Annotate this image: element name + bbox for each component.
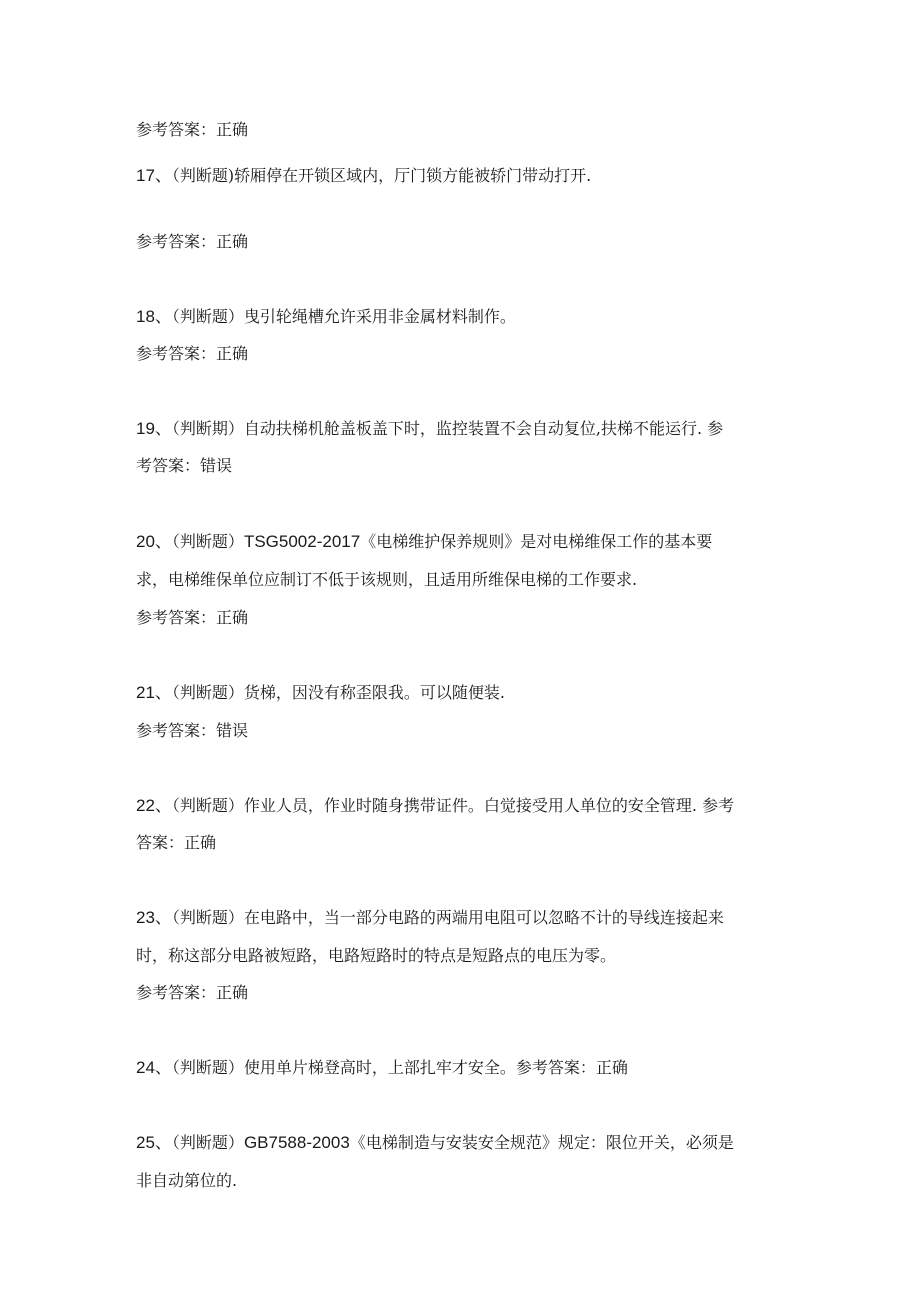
question-number: 22、 bbox=[136, 796, 172, 815]
answer-line bbox=[136, 456, 232, 476]
question-text: （判断题）在电路中，当一部分电路的两端用电阻可以忽略不计的导线连接起来 bbox=[171, 908, 724, 927]
answer-line bbox=[136, 721, 248, 741]
question-23 bbox=[136, 908, 724, 928]
standard-code: TSG5002-2017 bbox=[243, 532, 361, 551]
question-text: （判断题）使用单片梯登高时，上部扎牢才安全。参考答案：正确 bbox=[171, 1058, 628, 1077]
question-text: （判断题)轿厢停在开锁区域内，厅门锁方能被轿门带动打开. bbox=[171, 166, 592, 185]
line-text: 参考答案：错误 bbox=[136, 721, 249, 740]
question-text: （判断题）作业人员，作业时随身携带证件。白觉接受用人单位的安全管理. 参考 bbox=[171, 796, 735, 815]
question-continuation bbox=[136, 570, 637, 590]
question-18 bbox=[136, 307, 516, 327]
question-text: 《电梯制造与安装安全规范》规定：限位开关，必须是 bbox=[349, 1133, 734, 1152]
answer-line bbox=[136, 983, 248, 1003]
question-17 bbox=[136, 166, 591, 186]
question-25 bbox=[136, 1133, 734, 1153]
question-19 bbox=[136, 419, 723, 439]
line-text: 参考答案：正确 bbox=[136, 608, 249, 627]
question-number: 25、 bbox=[136, 1133, 172, 1152]
line-text: 参考答案：正确 bbox=[136, 344, 249, 363]
question-text: 《电梯维护保养规则》是对电梯维保工作的基本要 bbox=[360, 532, 713, 551]
question-number: 18、 bbox=[136, 307, 172, 326]
question-number: 20、 bbox=[136, 532, 172, 551]
line-text: 求，电梯维保单位应制订不低于该规则，且适用所维保电梯的工作要求. bbox=[136, 570, 638, 589]
question-number: 24、 bbox=[136, 1058, 172, 1077]
standard-code: GB7588-2003 bbox=[243, 1133, 350, 1152]
line-text: 考答案：错误 bbox=[136, 456, 233, 475]
question-number: 19、 bbox=[136, 419, 172, 438]
line-text: 参考答案：正确 bbox=[136, 983, 249, 1002]
line-text: 参考答案：正确 bbox=[136, 232, 249, 251]
question-text: （判断题） bbox=[171, 1133, 244, 1152]
answer-line bbox=[136, 608, 248, 628]
question-number: 23、 bbox=[136, 908, 172, 927]
answer-line bbox=[136, 120, 248, 140]
question-continuation bbox=[136, 1171, 237, 1191]
question-continuation bbox=[136, 833, 216, 853]
line-text: 参考答案：正确 bbox=[136, 120, 249, 139]
line-text: 非自动第位的. bbox=[136, 1171, 238, 1190]
question-number: 17、 bbox=[136, 166, 172, 185]
line-text: 答案：正确 bbox=[136, 833, 217, 852]
question-text: （判断期）自动扶梯机舱盖板盖下时，监控装置不会自动复位,扶梯不能运行. 参 bbox=[171, 419, 724, 438]
question-continuation bbox=[136, 946, 616, 966]
question-20 bbox=[136, 532, 712, 552]
question-text: （判断题）曳引轮绳槽允许采用非金属材料制作。 bbox=[171, 307, 516, 326]
line-text: 时，称这部分电路被短路，电路短路时的特点是短路点的电压为零。 bbox=[136, 946, 617, 965]
question-text: （判断题）货梯，因没有称歪限我。可以随便装. bbox=[171, 683, 506, 702]
answer-line bbox=[136, 232, 248, 252]
question-21 bbox=[136, 683, 505, 703]
answer-line bbox=[136, 344, 248, 364]
question-number: 21、 bbox=[136, 683, 172, 702]
question-text: （判断题） bbox=[171, 532, 244, 551]
question-22 bbox=[136, 796, 734, 816]
question-24 bbox=[136, 1058, 628, 1078]
